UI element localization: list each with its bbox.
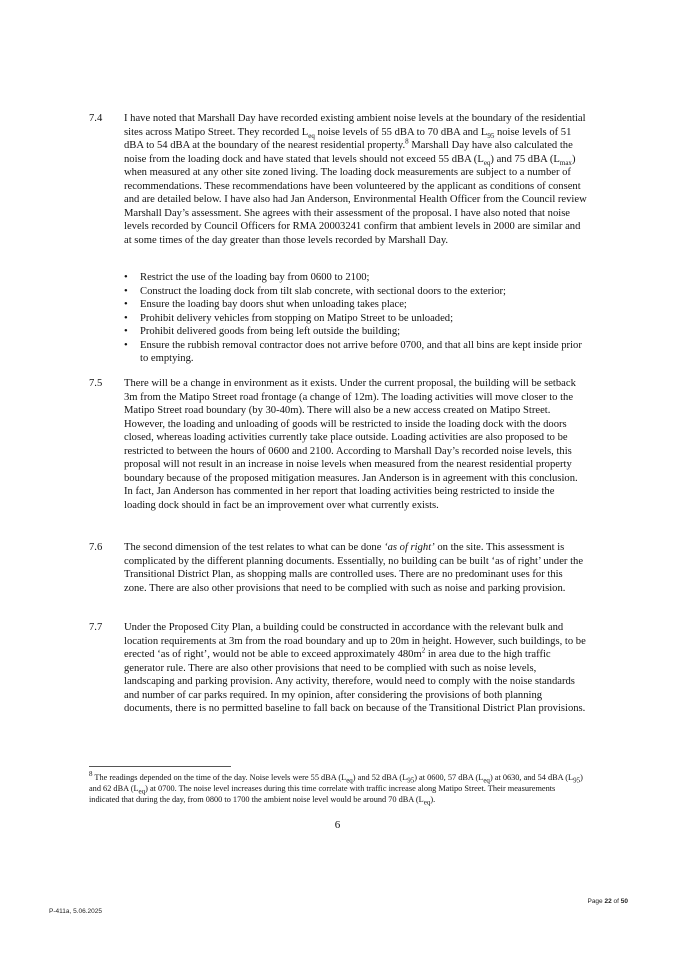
text-run: Under the Proposed City Plan, a building could be constructed in accordance with the relevant bulk and location requirements at 3m from the road boundary and up to 20m in height. However, such buildings, to be erected ‘as of right’, would not be able to exceed approximately 480m: [124, 622, 586, 660]
list-item: [124, 339, 586, 366]
text-run: I have noted that Marshall Day have recorded existing ambient noise levels at the boundary of the residential sites across Matipo Street. They recorded L: [124, 113, 586, 138]
list-item-text: Restrict the use of the loading bay from 0600 to 2100;: [140, 272, 370, 283]
list-item: [124, 285, 586, 299]
paragraph-number: 7.6: [89, 542, 103, 553]
subscript: 95: [407, 776, 415, 785]
text-run: ) and 75 dBA (L: [490, 153, 560, 165]
emphasis-text: ‘as of right’: [384, 542, 435, 553]
subscript: 95: [487, 131, 495, 140]
bullet-icon: •: [124, 326, 128, 337]
subscript: 95: [573, 776, 581, 785]
current-page: 22: [604, 898, 612, 905]
bullet-icon: •: [124, 285, 128, 297]
text-run: Marshall Day have also calculated the noise from the loading dock and have stated that levels should not exceed 55 dBA (L: [124, 140, 573, 165]
subscript: eq: [423, 798, 431, 807]
list-item-text: Ensure the rubbish removal contractor does not arrive before 0700, and that all bins are kept inside prior to emptying.: [140, 339, 582, 364]
text-run: The second dimension of the test relates to what can be done: [124, 542, 385, 553]
list-item: [124, 325, 586, 339]
list-item-text: Construct the loading dock from tilt slab concrete, with sectional doors to the exterior;: [140, 285, 506, 297]
footnote-mark: 8: [89, 770, 93, 779]
list-item-text: Prohibit delivered goods from being left outside the building;: [140, 326, 401, 337]
text-run: ) and 62 dBA (L: [89, 773, 583, 793]
text-run: ) at 0700. The noise level increases during this time correlate with traffic increase along Matipo Street. Their measurements indicated that during the day, from 0800 to 1700 the ambient noise level would be around 70 dBA (L: [89, 784, 556, 804]
bullet-icon: •: [124, 312, 128, 324]
page-number: 6: [334, 819, 341, 831]
text-run: in area due to the high traffic generator rule. There are also other provisions that need to be complied with such as noise levels, landscaping and parking provision. Any activity, therefore, would need to comply with the noise standards and number of car parks required. In my opinion, after considering the provisions of both planning documents, there is no permitted baseline to fall back on because of the Transitional District Plan provisions.: [124, 649, 586, 714]
footnote-separator: [89, 766, 231, 767]
recommendations-list: [124, 271, 586, 366]
paragraph-number: 7.5: [89, 378, 103, 389]
paragraph-body: [124, 112, 587, 247]
text-run: noise levels of 55 dBA to 70 dBA and L: [314, 126, 488, 138]
paragraph-7-4: [89, 112, 587, 247]
list-item: [124, 312, 586, 326]
subscript: eq: [138, 787, 146, 796]
subscript: eq: [346, 776, 353, 785]
document-reference: P-411a, 5.06.2025: [49, 908, 103, 915]
list-item-text: Prohibit delivery vehicles from stopping on Matipo Street to be unloaded;: [140, 312, 454, 324]
paragraph-7-5: [89, 377, 587, 512]
page-counter-prefix: Page: [587, 898, 605, 905]
bullet-icon: •: [124, 299, 128, 310]
subscript: max: [559, 158, 572, 167]
text-run: on the site. This assessment is complicated by the different planning documents. Essentially, no building can be built ‘as of right’ under the Transitional District Plan, as shopping malls are controlled uses. There are no predominant uses for this zone. There are also other provisions that need to be complied with such as noise and parking provision.: [124, 542, 584, 594]
text-run: ) at 0630, and 54 dBA (L: [489, 773, 574, 782]
subscript: eq: [483, 776, 490, 785]
list-item: [124, 298, 586, 312]
list-item: [124, 271, 586, 285]
page-counter-separator: of: [611, 898, 621, 905]
paragraph-7-6: [89, 541, 587, 595]
text-run: noise levels of 51 dBA to 54 dBA at the boundary of the nearest residential property.: [124, 126, 572, 151]
subscript: eq: [308, 131, 315, 140]
paragraph-body: There will be a change in environment as it exists. Under the current proposal, the building will be setback 3m from the Matipo Street road frontage (a change of 12m). The loading activities will move closer to the Matipo Street road boundary (by 30-40m). There will also be a new access created on Matipo Street. However, the loading and unloading of goods will be restricted to inside the loading dock with the doors closed, whereas loading activities currently take place outside. Loading activities are also proposed to be restricted to between the hours of 0600 and 2100. According to Marshall Day’s recorded noise levels, this proposal will not result in an increase in noise levels when measured from the nearest residential property boundary because of the proposed mitigation measures. Jan Anderson is in agreement with this conclusion. In fact, Jan Anderson has commented in her report that loading activities being restricted to inside the loading dock should in fact be an improvement over what currently exists.: [124, 378, 578, 511]
footnote-reference[interactable]: 8: [405, 137, 409, 146]
text-run: ) and 52 dBA (L: [352, 773, 408, 782]
superscript: 2: [421, 646, 426, 655]
paragraph-number: 7.7: [89, 622, 103, 633]
footnote-8: [89, 772, 587, 805]
bullet-icon: •: [124, 339, 128, 351]
text-run: ).: [430, 795, 436, 804]
paragraph-7-7: [89, 621, 587, 716]
paragraph-body: [124, 621, 587, 716]
bullet-icon: •: [124, 272, 128, 283]
paragraph-body: [124, 541, 587, 595]
text-run: ) when measured at any other site zoned living. The loading dock measurements are subject to a number of recommendations. These recommendations have been volunteered by the applicant as conditions of consent and are detailed below. I have also had Jan Anderson, Environmental Health Officer from the Council review Marshall Day’s assessment. She agrees with their assessment of the proposal. I have also noted that noise levels recorded by Council Officers for RMA 20003241 confirm that ambient levels in 2000 are similar and at some times of the day greater than those levels recorded by Marshall Day.: [124, 153, 587, 246]
subscript: eq: [483, 158, 491, 167]
total-pages: 50: [620, 898, 628, 905]
list-item-text: Ensure the loading bay doors shut when unloading takes place;: [140, 299, 407, 310]
page-counter: [587, 898, 628, 905]
text-run: ) at 0600, 57 dBA (L: [414, 773, 484, 782]
paragraph-number: 7.4: [89, 113, 103, 124]
text-run: The readings depended on the time of the day. Noise levels were 55 dBA (L: [92, 773, 347, 782]
